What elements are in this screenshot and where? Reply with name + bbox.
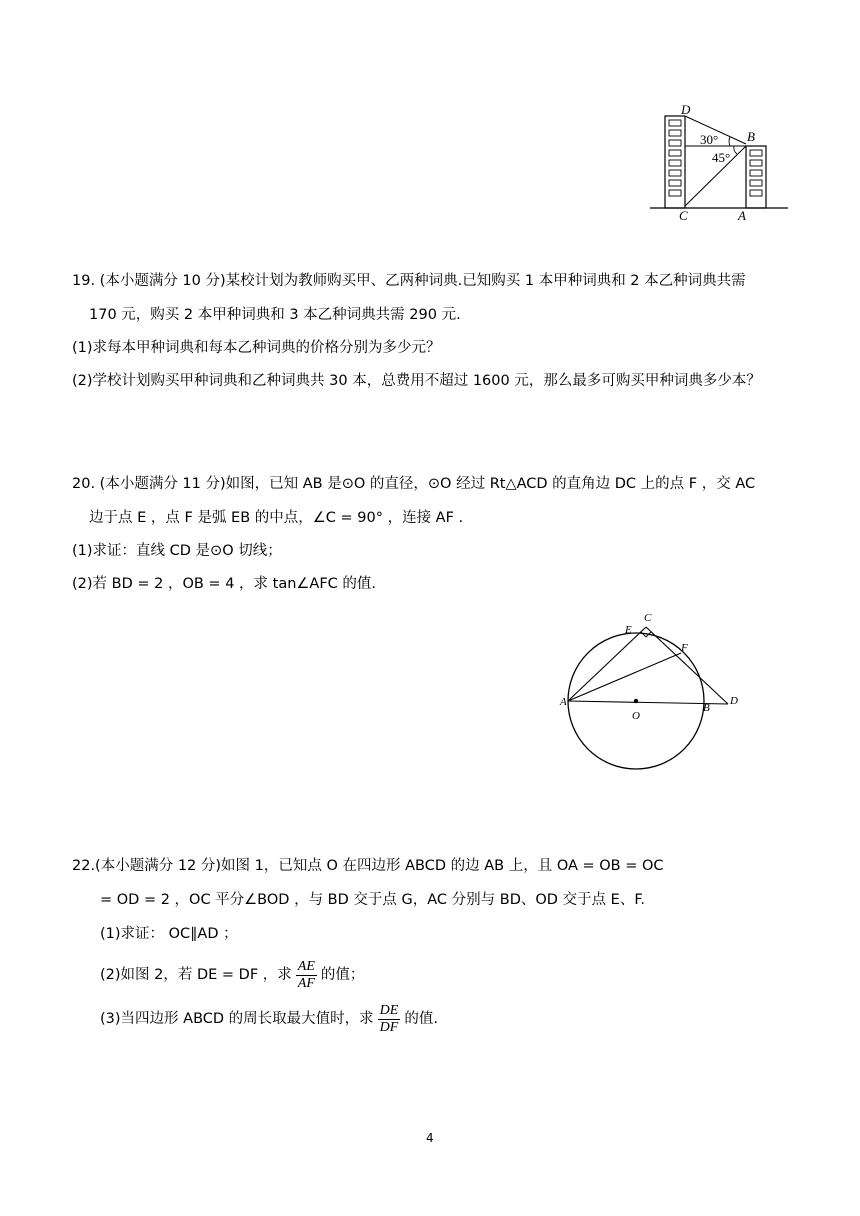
q19-line1: 19. (本小题满分 10 分)某校计划为教师购买甲、乙两种词典.已知购买 1 本甲种词典和 2 本乙种词典共需	[72, 273, 746, 289]
q22-line1: 22.(本小题满分 12 分)如图 1，已知点 O 在四边形 ABCD 的边 AB 上，且 OA = OB = OC	[72, 858, 664, 874]
page-number: 4	[426, 1131, 434, 1145]
angle-45-label: 45°	[712, 150, 731, 165]
circle-label-d: D	[730, 695, 738, 707]
q20-part1: (1)求证：直线 CD 是⊙O 切线；	[72, 543, 282, 559]
circle-label-c: C	[644, 612, 652, 624]
fraction-numerator: DE	[379, 1002, 399, 1018]
circle-label-o: O	[632, 710, 640, 722]
q22-part2-prefix: (2)如图 2，若 DE = DF ，求	[100, 967, 292, 983]
label-c: C	[679, 208, 688, 223]
q19-line2: 170 元，购买 2 本甲种词典和 3 本乙种词典共需 290 元.	[89, 307, 461, 323]
circle-label-f: F	[681, 642, 688, 654]
q20-line2: 边于点 E ，点 F 是弧 EB 的中点，∠C = 90° ，连接 AF .	[89, 510, 464, 526]
fraction-denominator: DF	[379, 1019, 399, 1035]
q22-part3-suffix: 的值.	[404, 1011, 438, 1027]
circle-label-e: E	[625, 624, 632, 636]
fraction-numerator: AE	[297, 958, 315, 974]
q19-part2: (2)学校计划购买甲种词典和乙种词典共 30 本，总费用不超过 1600 元，那么最多可购买甲种词典多少本？	[72, 373, 761, 389]
q22-part2-suffix: 的值；	[320, 967, 365, 983]
q22-part1: (1)求证： OC∥AD ；	[100, 926, 238, 942]
circle-label-b: B	[703, 702, 710, 714]
label-b: B	[747, 129, 755, 144]
circle-label-a: A	[560, 696, 567, 708]
q22-part3-prefix: (3)当四边形 ABCD 的周长取最大值时，求	[100, 1011, 374, 1027]
q20-part2: (2)若 BD = 2 ，OB = 4 ，求 tan∠AFC 的值.	[72, 576, 376, 592]
label-d: D	[681, 102, 691, 117]
q22-part3	[100, 1002, 438, 1036]
q20-line1: 20. (本小题满分 11 分)如图，已知 AB 是⊙O 的直径，⊙O 经过 Rt△ACD 的直角边 DC 上的点 F ，交 AC	[72, 476, 756, 492]
angle-30-label: 30°	[700, 132, 719, 147]
circle-figure	[556, 606, 746, 778]
q22-line2: = OD = 2 ，OC 平分∠BOD ，与 BD 交于点 G，AC 分别与 BD、OD 交于点 E、F.	[100, 892, 645, 908]
building-figure	[648, 100, 793, 225]
fraction-ae-af	[296, 959, 317, 992]
q19-part1: (1)求每本甲种词典和每本乙种词典的价格分别为多少元？	[72, 340, 441, 356]
label-a: A	[738, 208, 746, 223]
fraction-denominator: AF	[297, 975, 315, 991]
fraction-de-df	[378, 1003, 401, 1036]
q22-part2	[100, 958, 364, 992]
